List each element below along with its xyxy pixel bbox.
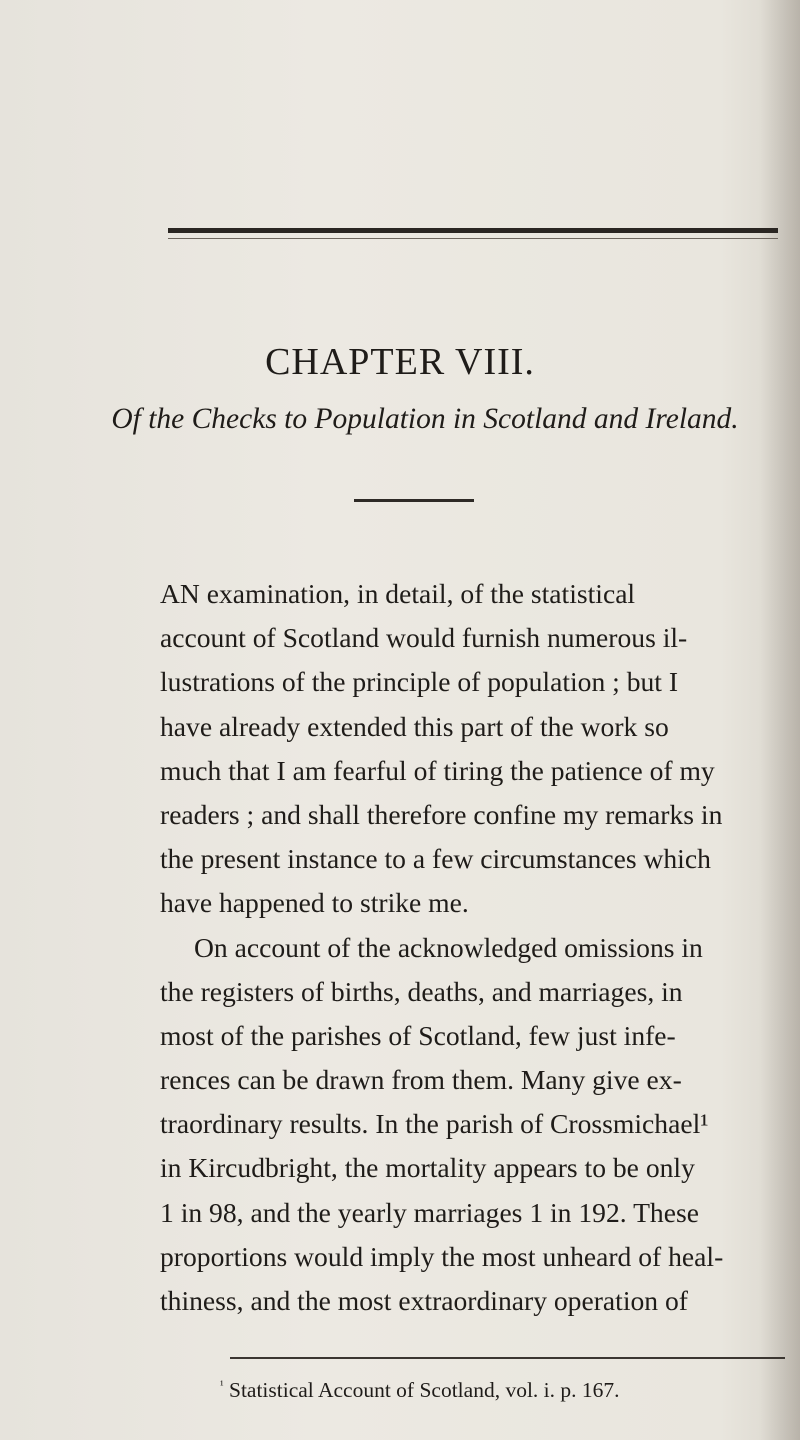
text-line: thiness, and the most extraordinary operation of bbox=[160, 1285, 688, 1316]
text-line: most of the parishes of Scotland, few just infe- bbox=[160, 1019, 676, 1051]
footnote-marker: ¹ bbox=[220, 1378, 224, 1392]
text-line: have already extended this part of the work so bbox=[160, 710, 669, 742]
header-rule-thin bbox=[168, 238, 778, 239]
text-line: On account of the acknowledged omissions in bbox=[194, 931, 703, 963]
text-line: AN examination, in detail, of the statistical bbox=[160, 578, 636, 609]
header-rule bbox=[168, 228, 778, 233]
footnote-text: Statistical Account of Scotland, vol. i. p. 167. bbox=[228, 1378, 620, 1402]
text-line: readers ; and shall therefore confine my remarks in bbox=[160, 798, 723, 830]
text-line: proportions would imply the most unheard of heal- bbox=[160, 1240, 724, 1272]
text-line: traordinary results. In the parish of Crossmichael¹ bbox=[160, 1108, 709, 1140]
text-line: in Kircudbright, the mortality appears to be only bbox=[160, 1152, 695, 1184]
chapter-title: CHAPTER VIII. bbox=[265, 341, 535, 383]
footnote bbox=[220, 1378, 800, 1403]
text-line: 1 in 98, and the yearly marriages 1 in 192. These bbox=[160, 1196, 699, 1228]
footnote-rule bbox=[230, 1357, 785, 1359]
text-line: lustrations of the principle of population ; but I bbox=[160, 666, 679, 698]
text-line: the registers of births, deaths, and marriages, in bbox=[160, 975, 683, 1007]
body-text bbox=[160, 572, 800, 1323]
text-line: the present instance to a few circumstances which bbox=[160, 843, 711, 875]
text-line: much that I am fearful of tiring the patience of my bbox=[160, 754, 715, 786]
text-line: rences can be drawn from them. Many give ex- bbox=[160, 1064, 682, 1096]
chapter-subtitle: Of the Checks to Population in Scotland and Ireland. bbox=[111, 403, 739, 435]
section-divider bbox=[354, 499, 474, 502]
text-line: have happened to strike me. bbox=[160, 887, 469, 919]
text-line: account of Scotland would furnish numerous il- bbox=[160, 622, 688, 654]
